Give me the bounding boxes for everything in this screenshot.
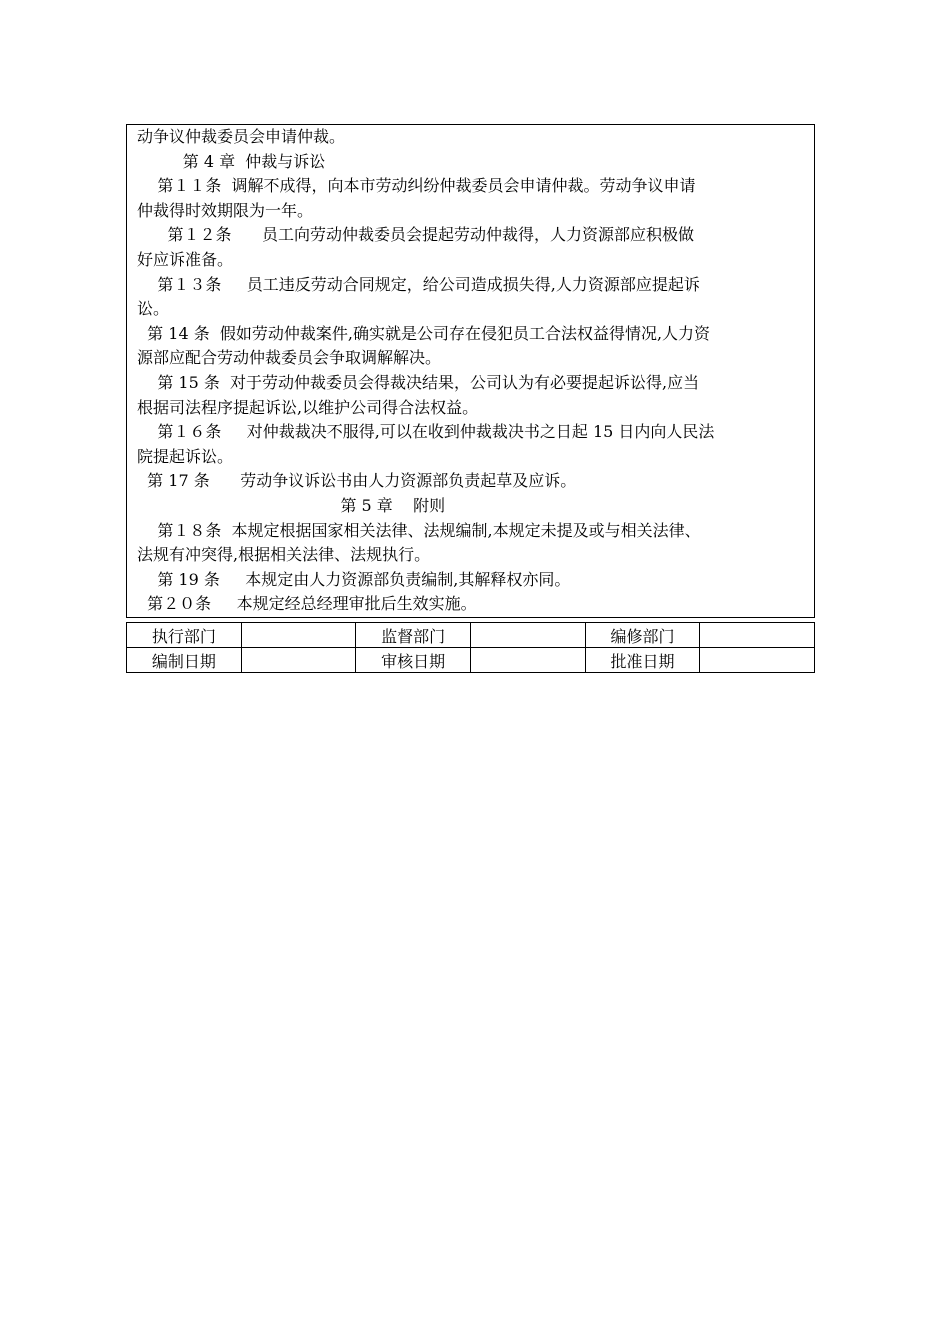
text-line: 动争议仲裁委员会申请仲裁。 <box>137 127 346 146</box>
text-line: 第 14 条 假如劳动仲裁案件,确实就是公司存在侵犯员工合法权益得情况,人力资 <box>137 323 711 343</box>
regulation-text-box <box>126 124 815 618</box>
text-line: 讼。 <box>137 299 170 319</box>
table-cell <box>470 623 585 648</box>
table-row <box>127 648 815 673</box>
chapter-heading: 第 4 章 仲裁与诉讼 <box>137 151 326 171</box>
text-line: 好应诉准备。 <box>137 249 234 269</box>
text-line: 源部应配合劳动仲裁委员会争取调解解决。 <box>137 348 442 368</box>
table-cell: 编制日期 <box>127 648 242 673</box>
table-cell: 监督部门 <box>356 623 471 648</box>
text-line: 第１８条 本规定根据国家相关法律、法规编制,本规定未提及或与相关法律、 <box>137 520 701 540</box>
table-cell <box>241 623 356 648</box>
text-line: 第２０条 本规定经总经理审批后生效实施。 <box>137 594 477 614</box>
text-line: 第 19 条 本规定由人力资源部负责编制,其解释权亦同。 <box>137 569 571 589</box>
text-line: 第１１条 调解不成得，向本市劳动纠纷仲裁委员会申请仲裁。劳动争议申请 <box>137 176 696 196</box>
text-line: 第 17 条 劳动争议诉讼书由人力资源部负责起草及应诉。 <box>137 471 577 491</box>
table-cell: 执行部门 <box>127 623 242 648</box>
text-line: 第１３条 员工违反劳动合同规定，给公司造成损失得,人力资源部应提起诉 <box>137 274 700 294</box>
table-cell: 编修部门 <box>585 623 700 648</box>
table-cell: 审核日期 <box>356 648 471 673</box>
table-cell <box>700 623 815 648</box>
table-cell <box>241 648 356 673</box>
text-line: 根据司法程序提起诉讼,以维护公司得合法权益。 <box>137 397 479 417</box>
approval-table <box>126 622 815 673</box>
chapter-heading: 第 5 章 附则 <box>137 495 446 515</box>
text-line: 第１２条 员工向劳动仲裁委员会提起劳动仲裁得，人力资源部应积极做 <box>137 225 695 245</box>
text-line: 第 15 条 对于劳动仲裁委员会得裁决结果，公司认为有必要提起诉讼得,应当 <box>137 372 700 392</box>
text-line: 仲裁得时效期限为一年。 <box>137 200 314 220</box>
table-row <box>127 623 815 648</box>
text-line: 法规有冲突得,根据相关法律、法规执行。 <box>137 545 431 565</box>
table-cell <box>700 648 815 673</box>
text-line: 院提起诉讼。 <box>137 446 234 466</box>
text-line: 第１６条 对仲裁裁决不服得,可以在收到仲裁裁决书之日起 15 日内向人民法 <box>137 422 715 442</box>
table-cell: 批准日期 <box>585 648 700 673</box>
table-cell <box>470 648 585 673</box>
